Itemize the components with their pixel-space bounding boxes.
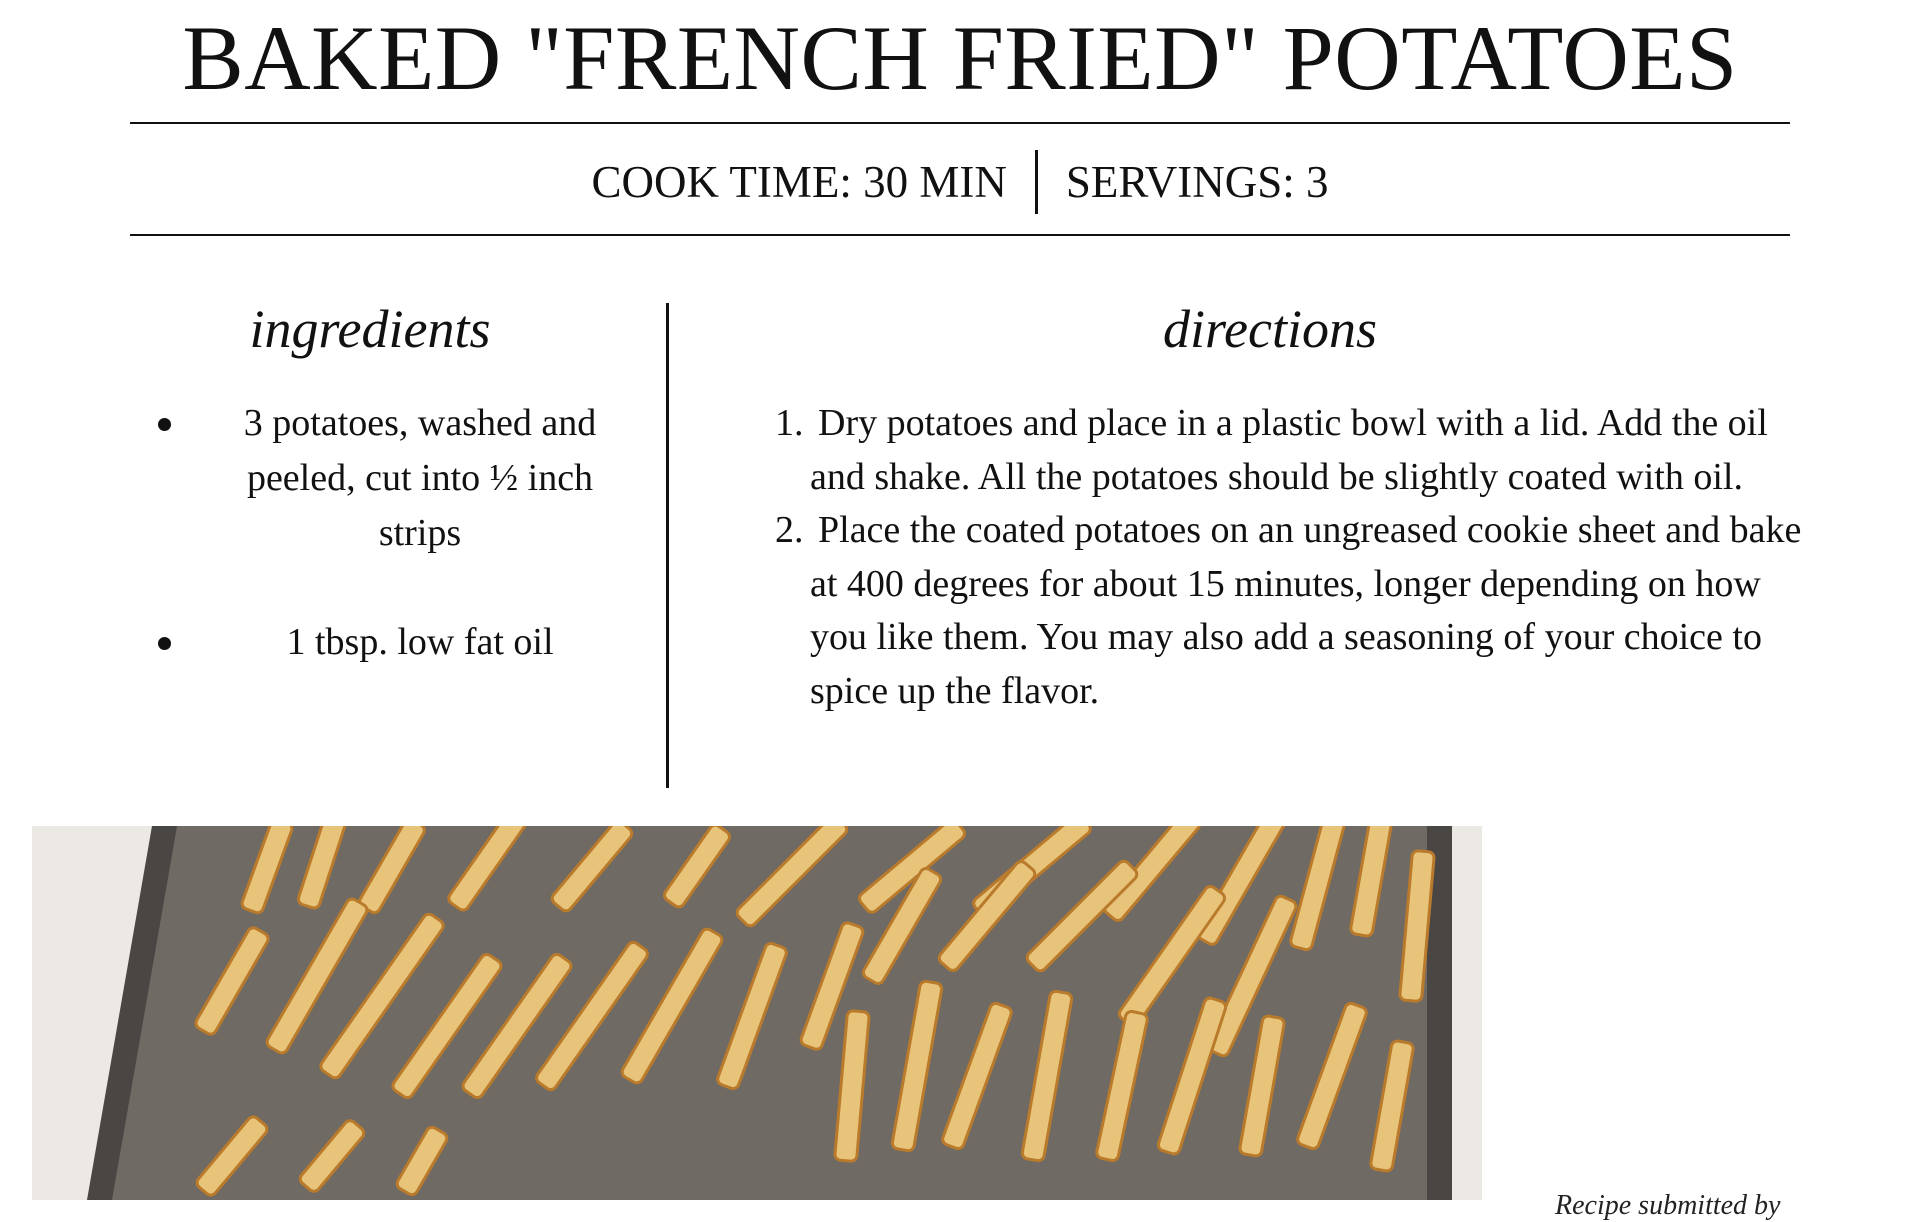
column-divider	[666, 303, 669, 788]
servings: SERVINGS: 3	[1065, 157, 1329, 207]
ingredient-text: 3 potatoes, washed and peeled, cut into ½ inch strips	[243, 402, 597, 554]
fries-illustration	[32, 826, 1482, 1200]
step-text: Dry potatoes and place in a plastic bowl with a lid. Add the oil and shake. All the potatoes should be slightly coated with oil.	[810, 402, 1768, 498]
cook-time: COOK TIME: 30 MIN	[591, 157, 1007, 207]
directions-heading: directions	[1163, 299, 1377, 359]
recipe-credit: Recipe submitted by	[1555, 1190, 1781, 1221]
header-top-rule	[130, 122, 1790, 124]
recipe-meta	[0, 150, 1920, 214]
step-text: Place the coated potatoes on an ungreased cookie sheet and bake at 400 degrees for about 15 minutes, longer depending on how you like them. You may also add a seasoning of your choice to spice up the flavor.	[810, 509, 1802, 712]
bullet-icon	[158, 418, 171, 431]
fries-photo	[32, 826, 1482, 1200]
ingredient-item	[140, 396, 640, 561]
header-bottom-rule	[130, 234, 1790, 236]
recipe-title: BAKED "FRENCH FRIED" POTATOES	[182, 7, 1738, 109]
direction-step	[775, 397, 1805, 504]
ingredients-list	[140, 396, 640, 724]
ingredient-text: 1 tbsp. low fat oil	[286, 621, 554, 663]
bullet-icon	[158, 637, 171, 650]
ingredient-item	[140, 615, 640, 670]
direction-step	[775, 504, 1805, 718]
ingredients-heading: ingredients	[249, 299, 491, 359]
step-number: 1.	[775, 402, 804, 444]
directions-list	[775, 397, 1805, 718]
step-number: 2.	[775, 509, 804, 551]
